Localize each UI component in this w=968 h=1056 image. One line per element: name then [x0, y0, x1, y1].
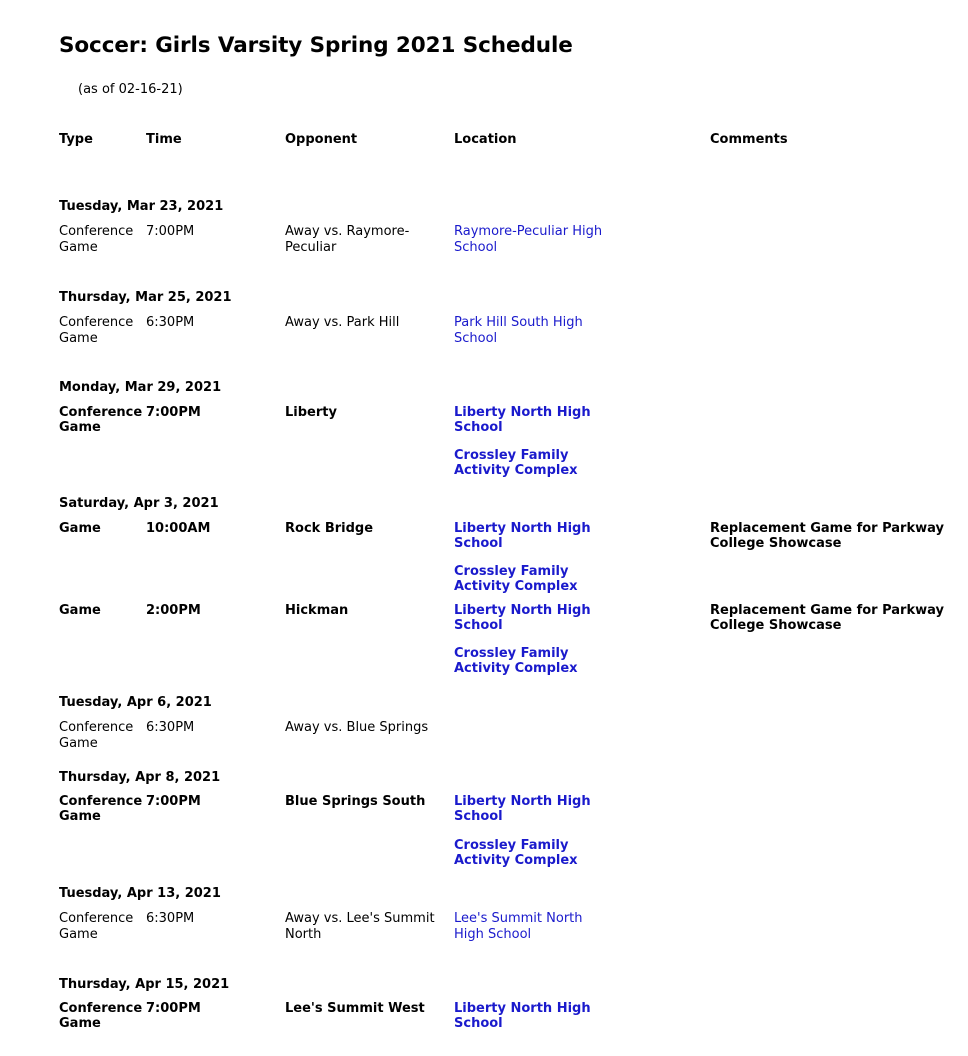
game-type: Conference Game: [59, 224, 134, 255]
location-link[interactable]: Liberty North High School: [454, 794, 591, 824]
date-heading: Thursday, Mar 25, 2021: [59, 290, 232, 305]
game-opponent: Away vs. Blue Springs: [285, 720, 429, 735]
location-link[interactable]: Crossley Family Activity Complex: [454, 646, 578, 676]
game-opponent: Hickman: [285, 603, 349, 618]
date-heading: Saturday, Apr 3, 2021: [59, 496, 219, 511]
game-time: 7:00PM: [146, 1001, 201, 1016]
location-link[interactable]: Liberty North High School: [454, 521, 591, 551]
game-type: Game: [59, 603, 101, 618]
game-comment: Replacement Game for Parkway College Showcase: [710, 603, 944, 633]
column-header-type: Type: [59, 132, 93, 147]
column-header-time: Time: [146, 132, 182, 147]
column-header-location: Location: [454, 132, 517, 147]
location-link[interactable]: Crossley Family Activity Complex: [454, 564, 578, 594]
date-heading: Monday, Mar 29, 2021: [59, 380, 222, 395]
date-heading: Tuesday, Apr 13, 2021: [59, 886, 221, 901]
page-title: Soccer: Girls Varsity Spring 2021 Schedule: [59, 33, 573, 58]
location-link[interactable]: Crossley Family Activity Complex: [454, 448, 578, 478]
location-link[interactable]: Liberty North High School: [454, 405, 591, 435]
game-opponent: Liberty: [285, 405, 337, 420]
game-type: Conference Game: [59, 794, 143, 824]
location-link[interactable]: Crossley Family Activity Complex: [454, 838, 578, 868]
game-opponent: Away vs. Park Hill: [285, 315, 400, 330]
game-opponent: Away vs. Raymore-Peculiar: [285, 224, 410, 255]
game-time: 6:30PM: [146, 720, 195, 735]
game-time: 7:00PM: [146, 794, 201, 809]
date-heading: Tuesday, Mar 23, 2021: [59, 199, 224, 214]
location-link[interactable]: Liberty North High School: [454, 603, 591, 633]
game-opponent: Lee's Summit West: [285, 1001, 425, 1016]
game-type: Conference Game: [59, 1001, 143, 1031]
game-time: 10:00AM: [146, 521, 211, 536]
game-opponent: Blue Springs South: [285, 794, 426, 809]
game-time: 6:30PM: [146, 315, 195, 330]
date-heading: Thursday, Apr 15, 2021: [59, 977, 230, 992]
date-heading: Thursday, Apr 8, 2021: [59, 770, 221, 785]
game-comment: Replacement Game for Parkway College Showcase: [710, 521, 944, 551]
location-link[interactable]: Lee's Summit North High School: [454, 911, 583, 942]
game-type: Conference Game: [59, 720, 134, 751]
location-link[interactable]: Park Hill South High School: [454, 315, 583, 346]
location-link[interactable]: Liberty North High School: [454, 1001, 591, 1031]
date-heading: Tuesday, Apr 6, 2021: [59, 695, 212, 710]
game-type: Conference Game: [59, 405, 143, 435]
column-header-opponent: Opponent: [285, 132, 358, 147]
column-header-comments: Comments: [710, 132, 788, 147]
game-type: Conference Game: [59, 911, 134, 942]
game-time: 7:00PM: [146, 224, 195, 239]
location-link[interactable]: Raymore-Peculiar High School: [454, 224, 603, 255]
as-of-date: (as of 02-16-21): [78, 82, 183, 97]
game-type: Conference Game: [59, 315, 134, 346]
game-opponent: Away vs. Lee's Summit North: [285, 911, 435, 942]
game-time: 7:00PM: [146, 405, 201, 420]
game-type: Game: [59, 521, 101, 536]
game-time: 6:30PM: [146, 911, 195, 926]
game-time: 2:00PM: [146, 603, 201, 618]
game-opponent: Rock Bridge: [285, 521, 374, 536]
